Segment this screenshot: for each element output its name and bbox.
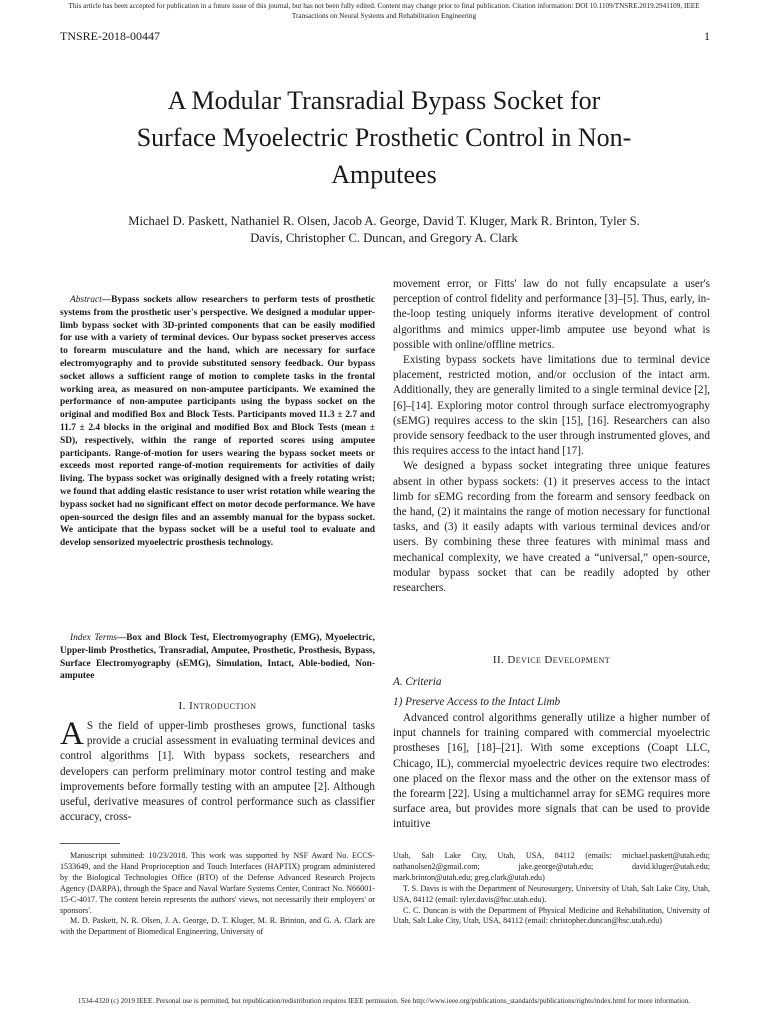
title-line-1: A Modular Transradial Bypass Socket for [167,86,601,115]
footnote-manuscript: Manuscript submitted: 10/23/2018. This work was supported by NSF Award No. ECCS-1533649, and the Hand Proprioception and Touch Interfaces (HAPTIX) program administered by the Biological Technologies Office (BTO) of the Defense Advanced Research Projects Agency (DARPA), through the Space and Naval Warfare Systems Center, Contract No. N66001-15-C-4017. The content herein represents the authors' views, not necessarily their employers' or sponsors'. [60,851,375,915]
index-terms-text: —Box and Block Test, Electromyography (EMG), Myoelectric, Upper-limb Prosthetics, Transradial, Amputee, Prosthetic, Prosthesis, Bypass, Surface Electromyography (sEMG), Simulation, Intact, Able-bodied, Non-amputee [60,633,375,682]
section-number: II. [492,654,505,666]
title-line-2: Surface Myoelectric Prosthetic Control in Non- [136,123,632,152]
drop-cap: A [60,716,84,752]
footnote-affiliation: M. D. Paskett, N. R. Olsen, J. A. George, D. T. Kluger, M. R. Brinton, and G. A. Clark are with the Department of Biomedical Engineering, University of [60,916,375,937]
footnotes-right [393,851,710,927]
index-terms-lead: Index Terms [70,633,117,643]
section-heading-introduction [60,700,375,712]
paper-title [80,82,688,193]
running-head [60,29,710,44]
footnote-divider [60,843,120,844]
section-heading-device-development [393,654,710,666]
manuscript-id: TNSRE-2018-00447 [60,29,160,43]
section-title: Device Development [507,654,611,666]
footnote-duncan: C. C. Duncan is with the Department of Physical Medicine and Rehabilitation, University of Utah, Salt Lake City, Utah, USA, 84112 (email: christopher.duncan@hsc.utah.edu) [393,905,710,926]
introduction-paragraph [60,716,375,825]
paragraph-existing-sockets: Existing bypass sockets have limitations due to terminal device placement, restricted motion, and/or occlusion of the intact arm. Additionally, they are generally limited to a single terminal device [2], [6]–[14]. Exploring motor control through surface electromyography (sEMG) requires access to the skin [15], [16]. Researchers can also provide sensory feedback to the user through instrumented gloves, and this requires access to the intact hand [17]. [393,354,710,458]
paragraph-control-algorithms: Advanced control algorithms generally utilize a higher number of input channels for training compared with commercial myoelectric prostheses [16], [18]–[21]. With some exceptions (Coapt LLC, Chicago, IL), commercial myoelectric devices require two electrodes: one placed on the flexor mass and the other on the extensor mass of the forearm [22]. Using a multichannel array for sEMG requires more surface area, but provides more signals that can be used to provide intuitive [393,712,710,831]
publication-notice-line1: This article has been accepted for publication in a future issue of this journal, but has not been fully edited. Content may change prior to final publication. Citation information: DOI 10.1109/TNSRE.2019.2941109, IEEE [68,2,700,10]
footnotes-left [60,851,375,938]
subsubsection-heading: 1) Preserve Access to the Intact Limb [393,696,561,708]
publication-notice-line2: Transactions on Neural Systems and Rehabilitation Engineering [291,12,477,20]
subsection-heading: A. Criteria [393,676,442,688]
authors-line-1: Michael D. Paskett, Nathaniel R. Olsen, Jacob A. George, David T. Kluger, Mark R. Brinton, Tyler S. [128,214,640,228]
introduction-text: S the field of upper-limb prostheses grows, functional tasks provide a crucial assessment in evaluating terminal devices and control algorithms [1]. With bypass sockets, researchers and developers can perform preliminary motor control testing and make improvements before formally testing with an amputee [2]. Although useful, derivative measures of control performance such as classifier accuracy, cross- [60,720,375,824]
abstract-text: —Bypass sockets allow researchers to perform tests of prosthetic systems from the prosthetic user's perspective. We designed a modular upper-limb bypass socket with 3D-printed components that can be easily modified for use with a variety of terminal devices. Our bypass socket preserves access to forearm musculature and the hand, which are necessary for surface electromyography and to provide substituted sensory feedback. Our bypass socket allows a sufficient range of motion to complete tasks in the frontal working area, as measured on non-amputee participants. We examined the performance of non-amputee participants using the bypass socket on the original and modified Box and Block Tests. Participants moved 11.3 ± 2.7 and 11.7 ± 2.4 blocks in the original and modified Box and Block Tests (mean ± SD), respectively, within the range of reported scores using amputee participants. Range-of-motion for users wearing the bypass socket meets or exceeds most reported range-of-motion requirements for activities of daily living. The bypass socket was originally designed with a freely rotating wrist; we found that adding elastic resistance to user wrist rotation while wearing the bypass socket had no significant effect on motor decode performance. We have open-sourced the design files and an assembly manual for the bypass socket. We anticipate that the bypass socket will be a useful tool to evaluate and develop sensorized myoelectric prosthesis technology. [60,295,375,549]
copyright-notice: 1534-4320 (c) 2019 IEEE. Personal use is permitted, but republication/redistribution requires IEEE permission. See http://www.ieee.org/publications_standards/publications/rights/index.html for more information. [77,997,691,1005]
paragraph-continued: movement error, or Fitts' law do not fully encapsulate a user's perception of control fidelity and performance [3]–[5]. Thus, early, in-the-loop testing uniquely informs iterative development of control algorithms and mimics upper-limb amputee use beyond what is possible with online/offline metrics. [393,278,710,351]
device-development-body [393,711,710,833]
index-terms [60,632,375,683]
author-list [80,213,688,247]
section-title: Introduction [189,700,257,712]
section-number: I. [178,700,186,712]
abstract [60,294,375,550]
title-line-3: Amputees [331,160,437,189]
footnote-emails: Utah, Salt Lake City, Utah, USA, 84112 (emails: michael.paskett@utah.edu; nathanolsen2@gmail.com; jake.george@utah.edu; david.kluger@utah.edu; mark.brinton@utah.edu; greg.clark@utah.edu) [393,851,710,882]
publication-notice [20,1,748,21]
footnote-davis: T. S. Davis is with the Department of Neurosurgery, University of Utah, Salt Lake City, Utah, USA, 84112 (email: tyler.davis@hsc.utah.edu). [393,883,710,904]
paragraph-design: We designed a bypass socket integrating three unique features absent in other bypass sockets: (1) it preserves access to the intact limb for sEMG recording from the forearm and sensory feedback on the hand, (2) it maintains the range of motion necessary for functional tasks, and (3) it easily adapts with various terminal devices and/or users. By combining these three features with minimal mass and mechanical complexity, we have created a “universal,” open-source, modular bypass socket that can be readily adopted by other researchers. [393,460,710,595]
abstract-lead: Abstract [70,295,102,305]
right-column-body [393,277,710,596]
page-number: 1 [704,29,710,43]
authors-line-2: Davis, Christopher C. Duncan, and Gregory A. Clark [250,231,518,245]
